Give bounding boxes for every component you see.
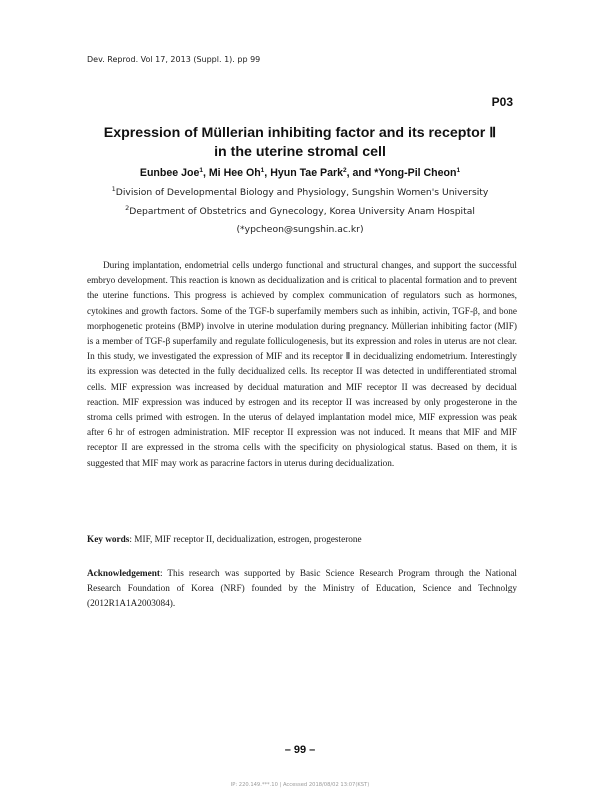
affiliation-text: Department of Obstetrics and Gynecology, Korea University Anam Hospital xyxy=(129,206,475,217)
author-name: *Yong-Pil Cheon xyxy=(374,167,457,179)
author-name: Hyun Tae Park xyxy=(270,167,343,179)
affiliation-1 xyxy=(60,187,540,198)
keywords-text: : MIF, MIF receptor II, decidualization, estrogen, progesterone xyxy=(129,535,362,545)
abstract-text: During implantation, endometrial cells undergo functional and structural changes, and support the successful embryo development. This reaction is known as decidualization and is critical to placental formation and to prevent the uterine functions. This progress is achieved by complex communication of regulators such as hormones, cytokines and growth factors. Some of the TGF-b superfamily members such as inhibin, activin, TGF-β, and bone morphogenetic proteins (BMP) involve in uterine modulation during pregnancy. Müllerian inhibiting factor (MIF) is a member of TGF-β superfamily and regulate folliculogenesis, but its expression and roles in uterus are not clear. In this study, we investigated the expression of MIF and its receptor Ⅱ in decidualizing endometrium. Interestingly its expression was detected in the fully decidualized cells. Its receptor II was detected in undifferentiated stromal cells. MIF expression was increased by decidual maturation and MIF receptor II was decreased by decidual reaction. MIF expression was induced by estrogen and its receptor II was increased by only progesterone in the stroma cells primed with estrogen. In the uterus of delayed implantation model mice, MIF expression was peak after 6 hr of estrogen administration. MIF receptor II expression was not induced. It means that MIF and MIF receptor II are expressed in the stroma cells with the specificity on physiological status. Based on them, it is suggested that MIF may work as paracrine factors in uterus during decidualization. xyxy=(87,261,517,469)
keywords xyxy=(87,533,517,548)
author-affiliation-mark: 1 xyxy=(456,167,461,174)
author-affiliation-mark: 1 xyxy=(260,167,265,174)
author-affiliation-mark: 1 xyxy=(199,167,203,174)
paper-title xyxy=(60,124,540,162)
keywords-label: Key words xyxy=(87,535,130,545)
affiliation-2 xyxy=(60,206,540,217)
acknowledgement-text: : This research was supported by Basic Science Research Program through the National Research Foundation of Korea (NRF) founded by the Ministry of Education, Science and Technolgy (2012R1A1A2003084). xyxy=(87,569,517,610)
author-separator: , and xyxy=(346,167,375,179)
acknowledgement xyxy=(87,567,517,613)
author-name: Mi Hee Oh xyxy=(208,167,261,179)
author-affiliation-mark: 2 xyxy=(343,167,347,174)
author-list xyxy=(60,167,540,179)
author-separator: , xyxy=(264,167,271,179)
title-line-2: in the uterine stromal cell xyxy=(214,144,386,160)
acknowledgement-label: Acknowledgement xyxy=(87,569,160,579)
page-number: – 99 – xyxy=(284,744,316,756)
journal-reference: Dev. Reprod. Vol 17, 2013 (Suppl. 1). pp 99 xyxy=(87,55,261,64)
author-separator: , xyxy=(202,167,209,179)
access-watermark: IP: 220.149.***.10 | Accessed 2018/08/02 13:07(KST) xyxy=(230,782,370,788)
author-name: Eunbee Joe xyxy=(139,167,200,179)
affiliation-mark: 2 xyxy=(125,204,130,212)
corresponding-email: (*ypcheon@sungshin.ac.kr) xyxy=(236,224,364,235)
title-line-1: Expression of Müllerian inhibiting factor and its receptor Ⅱ xyxy=(103,125,497,141)
affiliation-mark: 1 xyxy=(111,185,116,193)
affiliation-text: Division of Developmental Biology and Physiology, Sungshin Women's University xyxy=(115,187,489,198)
abstract-code: P03 xyxy=(491,95,513,109)
